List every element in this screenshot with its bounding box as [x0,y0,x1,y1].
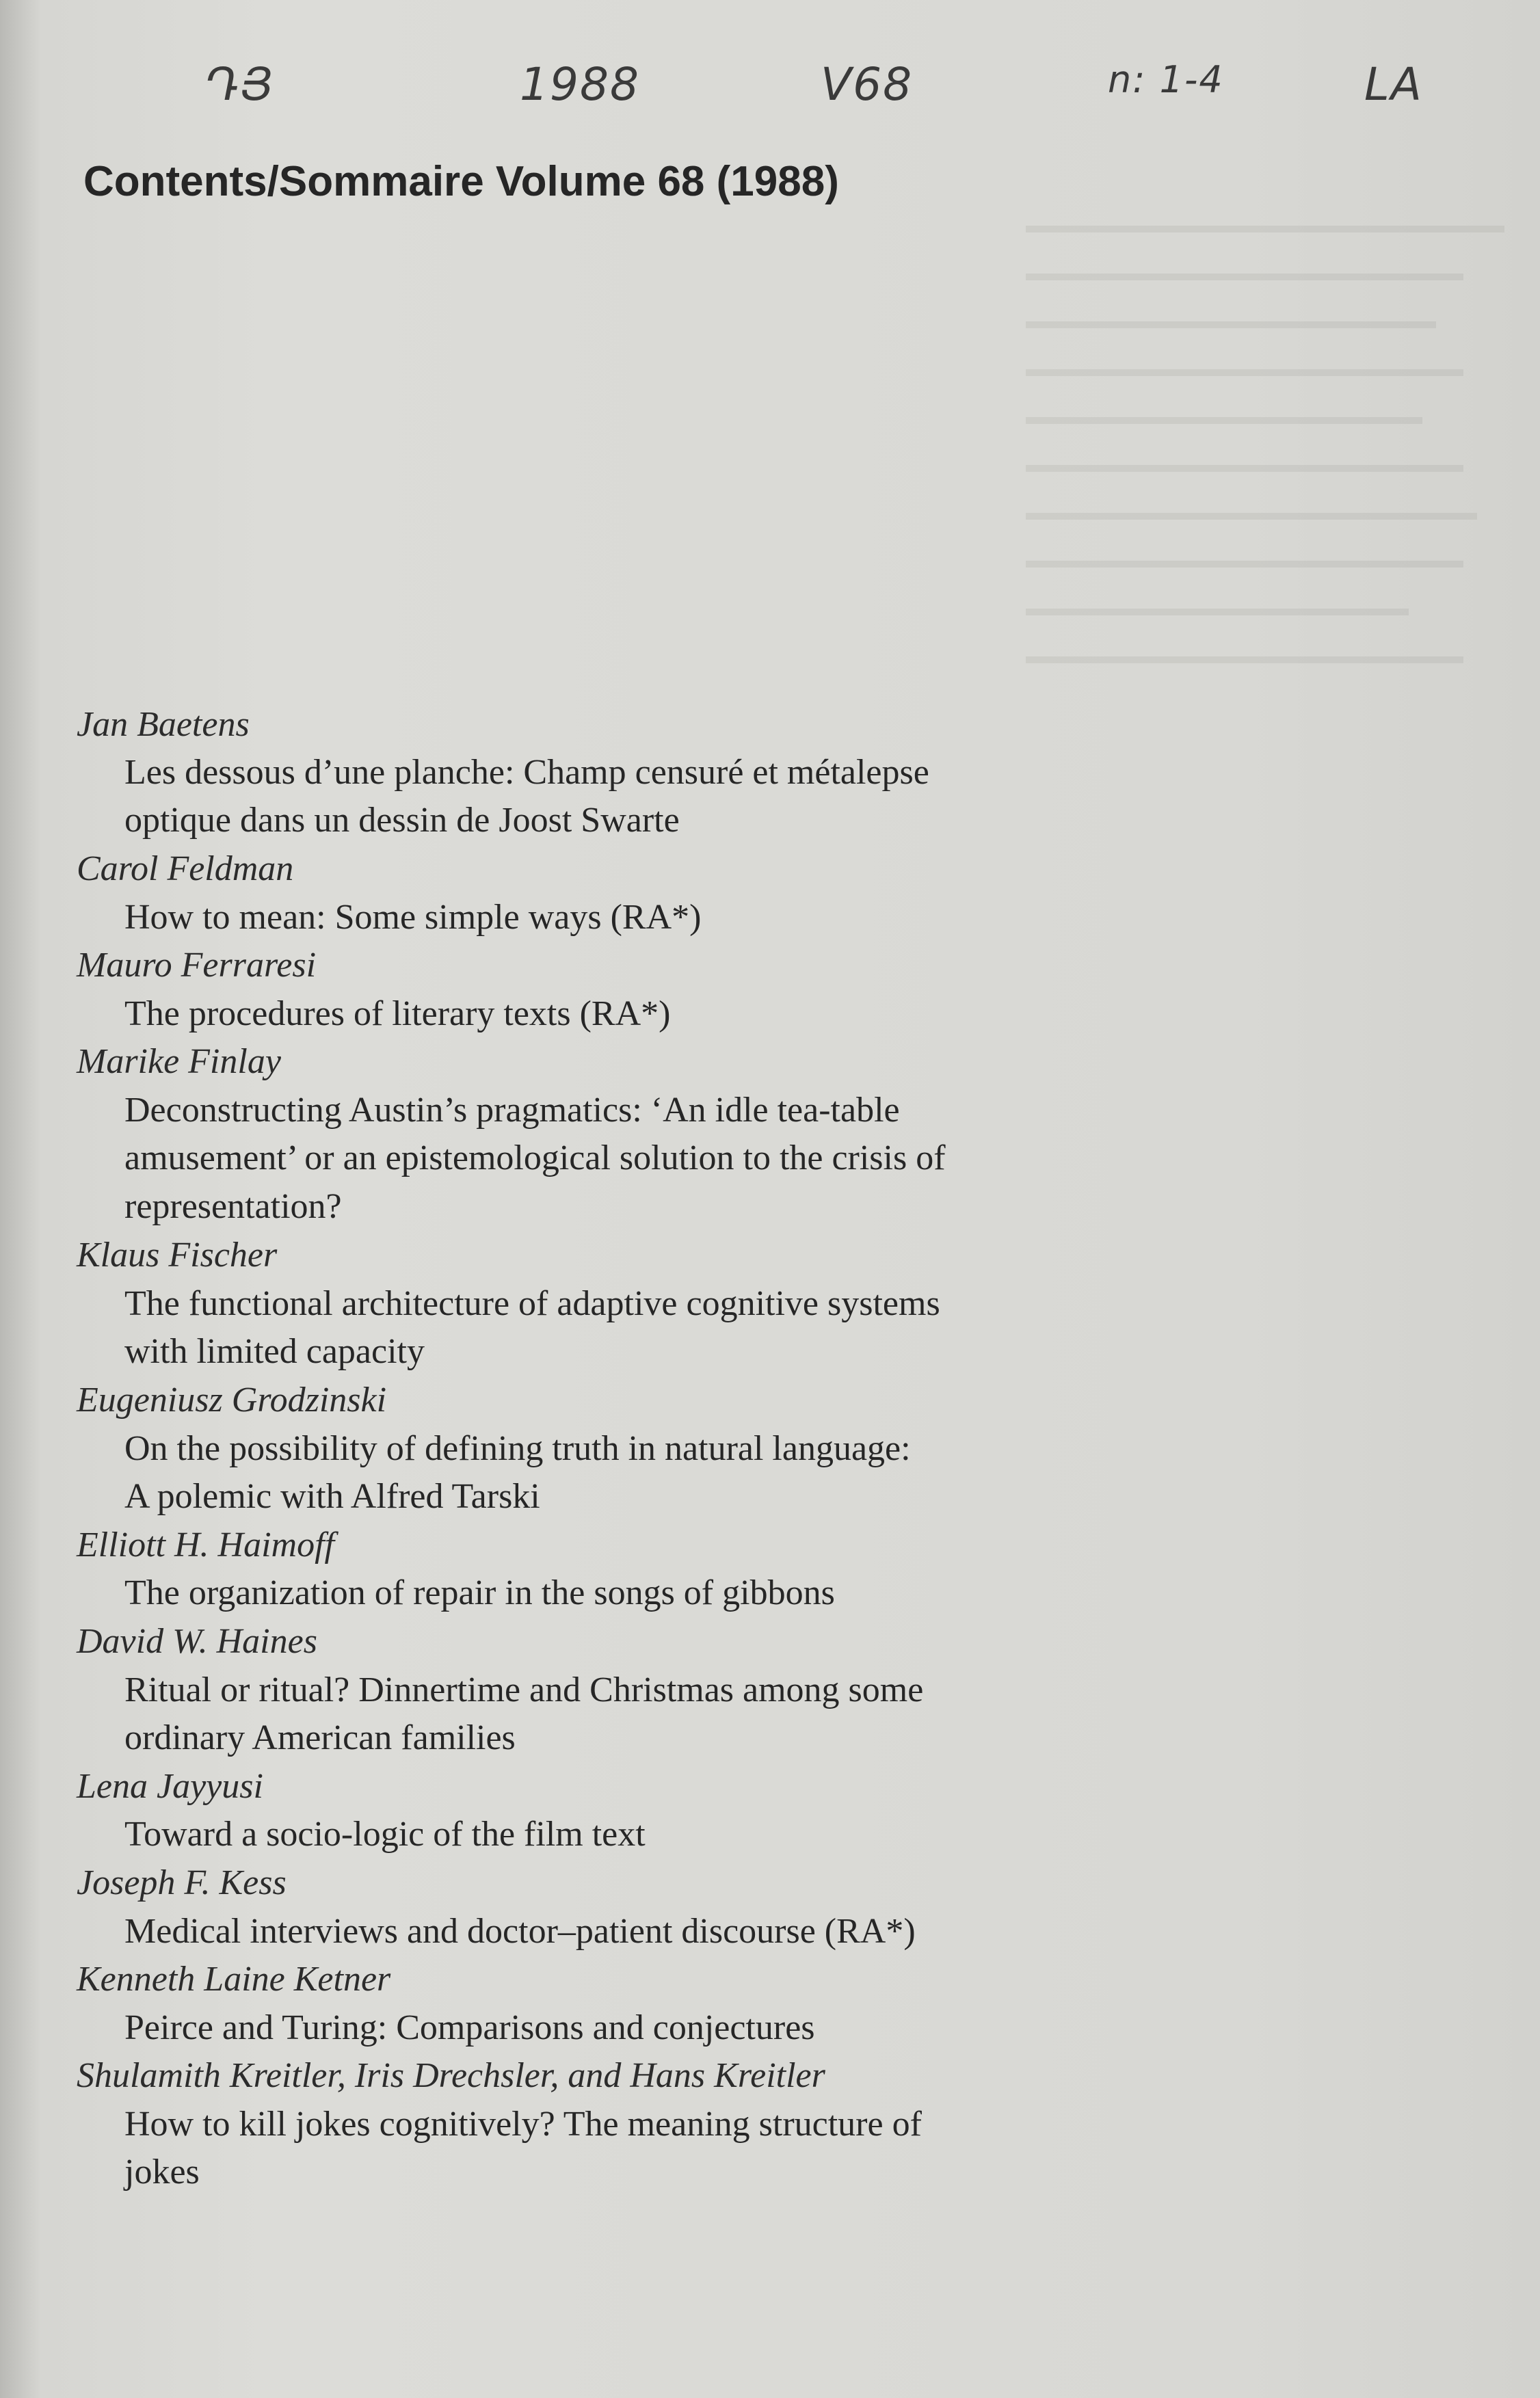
show-through [1026,369,1463,376]
entry-author: David W. Haines [77,1622,317,1661]
page-title: Contents/Sommaire Volume 68 (1988) [83,158,839,205]
show-through [1026,465,1463,472]
entry-title-line: representation? [124,1187,342,1226]
entry-author: Jan Baetens [77,705,250,744]
entry-title-line: A polemic with Alfred Tarski [124,1477,540,1516]
show-through [1026,274,1463,280]
entry-author: Klaus Fischer [77,1236,278,1275]
entry-author: Marike Finlay [77,1042,281,1081]
show-through [1026,561,1463,568]
entry-author: Elliott H. Haimoff [77,1526,334,1564]
entry-author: Joseph F. Kess [77,1863,287,1902]
show-through [1026,321,1436,328]
handwritten-note-3: V68 [821,58,914,111]
handwritten-note-4: n: 1-4 [1108,58,1224,101]
show-through [1026,417,1422,424]
show-through [1026,609,1409,615]
entry-title-line: optique dans un dessin de Joost Swarte [124,801,680,840]
entry-title-line: How to mean: Some simple ways (RA*) [124,898,702,937]
entry-title-line: Peirce and Turing: Comparisons and conjectures [124,2008,815,2047]
entry-author: Kenneth Laine Ketner [77,1960,391,1999]
entry-title-line: How to kill jokes cognitively? The meaning structure of [124,2105,922,2144]
entry-title-line: Medical interviews and doctor–patient discourse (RA*) [124,1912,916,1951]
entry-author: Eugeniusz Grodzinski [77,1381,387,1420]
entry-title-line: jokes [124,2153,200,2191]
entry-author: Shulamith Kreitler, Iris Drechsler, and Hans Kreitler [77,2056,825,2095]
entry-title-line: Toward a socio-logic of the film text [124,1815,646,1854]
show-through [1026,656,1463,663]
entry-author: Carol Feldman [77,849,294,888]
entry-title-line: Deconstructing Austin’s pragmatics: ‘An idle tea-table [124,1091,900,1130]
show-through [1026,513,1477,520]
show-through [1026,226,1504,232]
entry-author: Lena Jayyusi [77,1767,263,1806]
entry-title-line: ordinary American families [124,1718,516,1757]
handwritten-note-1: ԴՅ [205,58,275,111]
entry-title-line: The procedures of literary texts (RA*) [124,994,671,1033]
entry-title-line: Ritual or ritual? Dinnertime and Christmas among some [124,1670,924,1709]
handwritten-note-5: LA [1364,58,1423,111]
entry-title-line: The functional architecture of adaptive cognitive systems [124,1284,940,1323]
entry-title-line: with limited capacity [124,1332,425,1371]
entry-title-line: Les dessous d’une planche: Champ censuré et métalepse [124,753,929,792]
entry-title-line: The organization of repair in the songs of gibbons [124,1573,835,1612]
handwritten-note-2: 1988 [520,58,640,111]
entry-title-line: amusement’ or an epistemological solution to the crisis of [124,1138,946,1177]
entry-title-line: On the possibility of defining truth in natural language: [124,1429,911,1468]
entry-author: Mauro Ferraresi [77,946,317,985]
